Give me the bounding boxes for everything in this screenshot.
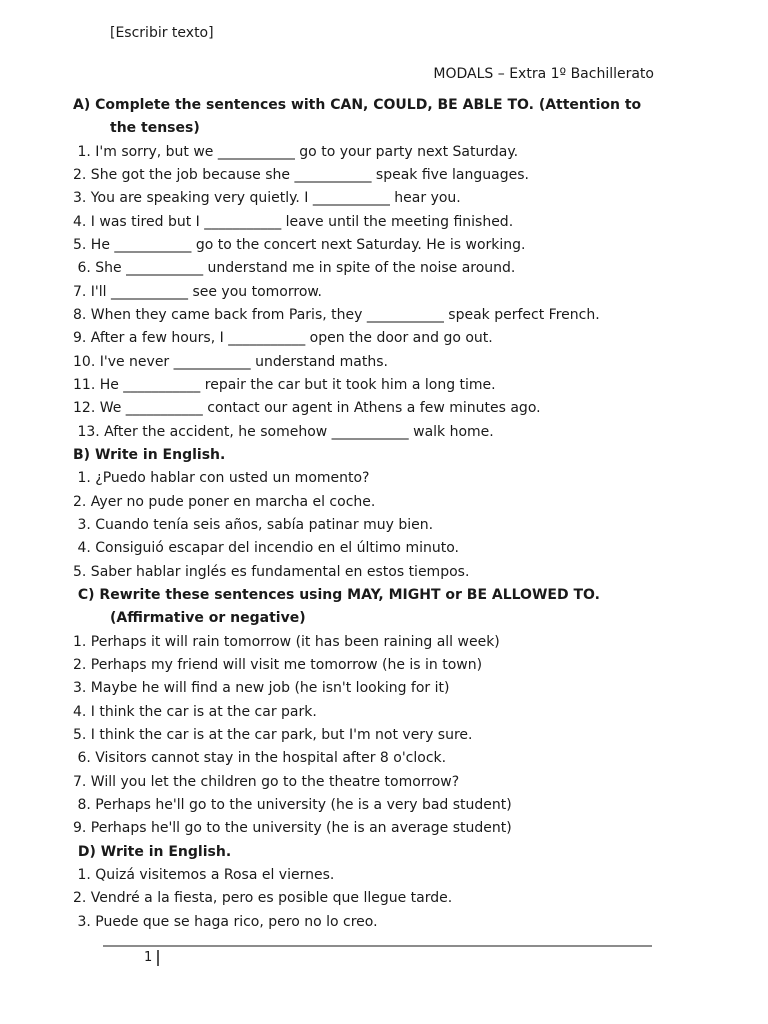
exercise-item: 10. I've never ___________ understand maths. [73, 354, 388, 370]
exercise-item: 8. Perhaps he'll go to the university (he is a very bad student) [73, 797, 512, 813]
exercise-item: 12. We ___________ contact our agent in Athens a few minutes ago. [73, 400, 541, 416]
exercise-item: 5. He ___________ go to the concert next Saturday. He is working. [73, 237, 526, 253]
exercise-item: 7. I'll ___________ see you tomorrow. [73, 284, 323, 300]
section-b-heading: B) Write in English. [73, 447, 226, 463]
exercise-item: 8. When they came back from Paris, they ___________ speak perfect French. [73, 307, 600, 323]
exercise-item: 7. Will you let the children go to the theatre tomorrow? [73, 774, 460, 790]
exercise-item: 2. Perhaps my friend will visit me tomorrow (he is in town) [73, 657, 483, 673]
exercise-item: 4. Consiguió escapar del incendio en el último minuto. [73, 540, 459, 556]
exercise-item: 2. Vendré a la fiesta, pero es posible que llegue tarde. [73, 890, 453, 906]
header-placeholder: [Escribir texto] [110, 25, 214, 41]
exercise-item: 6. She ___________ understand me in spite of the noise around. [73, 260, 516, 276]
section-d-heading: D) Write in English. [73, 844, 232, 860]
exercise-item: 9. Perhaps he'll go to the university (he is an average student) [73, 820, 512, 836]
exercise-item: 3. Maybe he will find a new job (he isn't looking for it) [73, 680, 450, 696]
exercise-item: 2. Ayer no pude poner en marcha el coche. [73, 494, 376, 510]
section-a-heading-line1: A) Complete the sentences with CAN, COULD, BE ABLE TO. (Attention to [73, 97, 642, 113]
exercise-item: 5. I think the car is at the car park, but I'm not very sure. [73, 727, 473, 743]
exercise-item: 4. I think the car is at the car park. [73, 704, 317, 720]
section-c-heading-line1: C) Rewrite these sentences using MAY, MIGHT or BE ALLOWED TO. [73, 587, 600, 603]
exercise-item: 5. Saber hablar inglés es fundamental en estos tiempos. [73, 564, 470, 580]
exercise-item: 3. Cuando tenía seis años, sabía patinar muy bien. [73, 517, 434, 533]
section-c-heading-line2: (Affirmative or negative) [110, 610, 306, 626]
exercise-item: 1. Quizá visitemos a Rosa el viernes. [73, 867, 335, 883]
exercise-item: 6. Visitors cannot stay in the hospital after 8 o'clock. [73, 750, 447, 766]
exercise-item: 1. Perhaps it will rain tomorrow (it has been raining all week) [73, 634, 500, 650]
exercise-item: 1. ¿Puedo hablar con usted un momento? [73, 470, 370, 486]
exercise-item: 3. You are speaking very quietly. I ___________ hear you. [73, 190, 461, 206]
exercise-item: 11. He ___________ repair the car but it took him a long time. [73, 377, 496, 393]
exercise-item: 9. After a few hours, I ___________ open the door and go out. [73, 330, 493, 346]
page-number: 1 [144, 950, 153, 965]
exercise-item: 2. She got the job because she ___________ speak five languages. [73, 167, 529, 183]
section-a-heading-line2: the tenses) [110, 120, 200, 136]
footer-separator [157, 950, 159, 966]
footer-rule [103, 945, 652, 947]
document-title: MODALS – Extra 1º Bachillerato [433, 66, 654, 82]
exercise-item: 1. I'm sorry, but we ___________ go to your party next Saturday. [73, 144, 519, 160]
exercise-item: 4. I was tired but I ___________ leave until the meeting finished. [73, 214, 514, 230]
exercise-item: 3. Puede que se haga rico, pero no lo creo. [73, 914, 378, 930]
exercise-item: 13. After the accident, he somehow ___________ walk home. [73, 424, 494, 440]
